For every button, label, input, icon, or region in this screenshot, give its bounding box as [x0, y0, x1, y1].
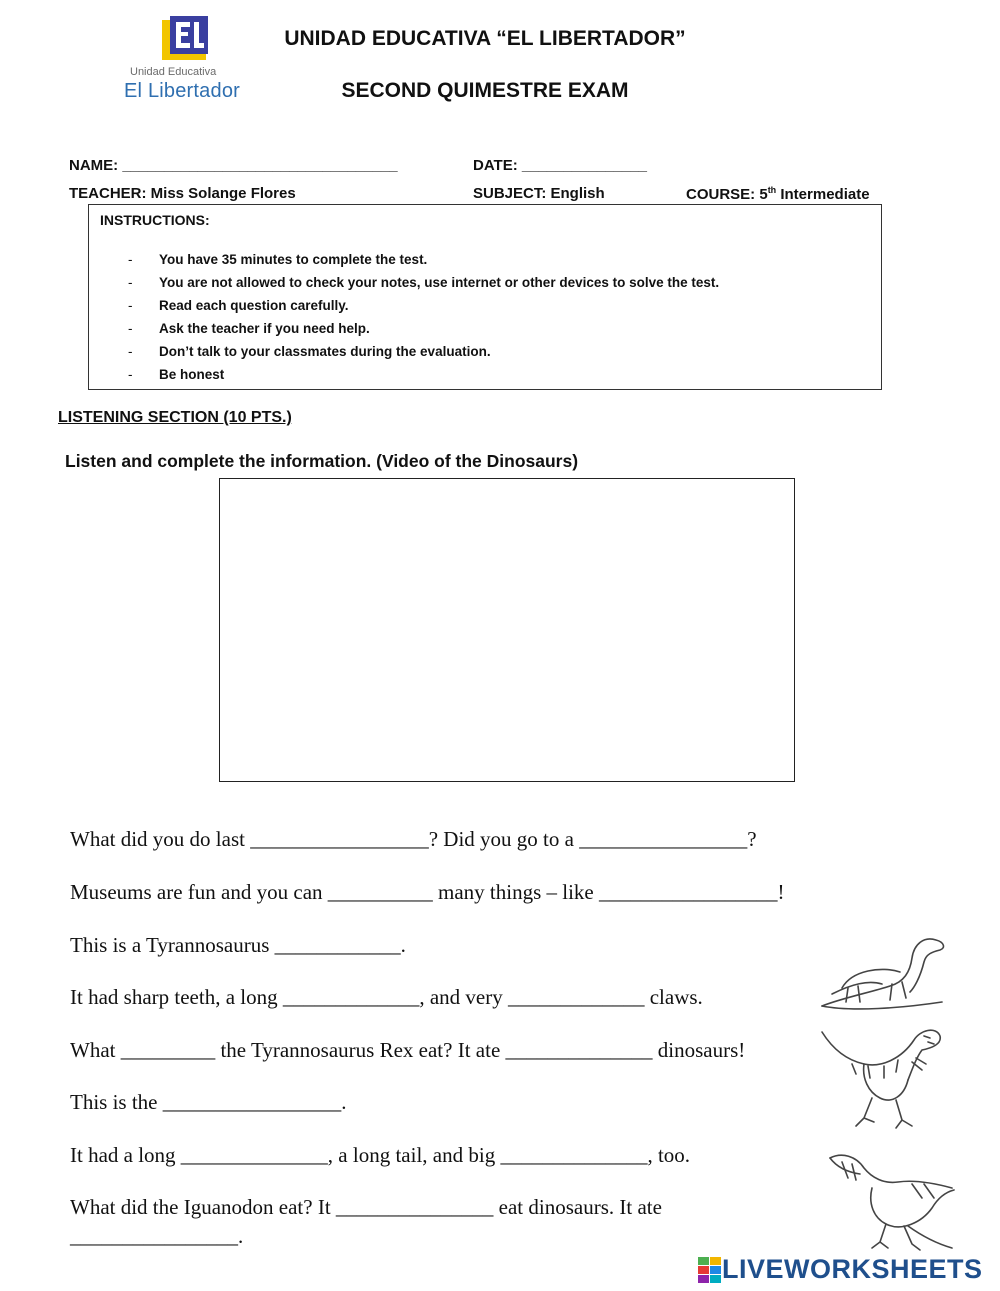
school-name: UNIDAD EDUCATIVA “EL LIBERTADOR” — [284, 27, 686, 50]
course-prefix: COURSE: 5 — [686, 186, 768, 203]
question-line: It had sharp teeth, a long _____________, and very _____________ claws. — [70, 985, 703, 1009]
question-line: ________________. — [70, 1224, 244, 1248]
name-field: NAME: _________________________________ — [69, 157, 398, 174]
instruction-text: Don’t talk to your classmates during the evaluation. — [159, 344, 491, 359]
teacher-field: TEACHER: Miss Solange Flores — [69, 185, 296, 202]
subject-field: SUBJECT: English — [473, 185, 605, 202]
logo-subtitle: Unidad Educativa — [130, 66, 217, 78]
listening-section-title: LISTENING SECTION (10 PTS.) — [58, 409, 292, 426]
sauropod-illustration — [812, 922, 952, 1014]
instruction-item — [128, 252, 719, 275]
question-line: Museums are fun and you can __________ many things – like _________________! — [70, 880, 785, 904]
tyrannosaurus-illustration — [812, 1018, 952, 1134]
liveworksheets-icon — [698, 1257, 722, 1283]
list-dash: - — [128, 275, 133, 290]
question-line: What did the Iguanodon eat? It _______________ eat dinosaurs. It ate — [70, 1195, 662, 1219]
video-player[interactable] — [219, 478, 795, 782]
list-dash: - — [128, 321, 133, 336]
instruction-item — [128, 298, 719, 321]
instruction-item — [128, 367, 719, 390]
question-line: This is the _________________. — [70, 1090, 347, 1114]
instruction-item — [128, 344, 719, 367]
archaeopteryx-illustration — [812, 1148, 962, 1254]
list-dash: - — [128, 344, 133, 359]
question-line: What _________ the Tyrannosaurus Rex eat? It ate ______________ dinosaurs! — [70, 1038, 746, 1062]
question-line: What did you do last _________________? Did you go to a ________________? — [70, 827, 757, 851]
liveworksheets-logo — [698, 1254, 983, 1285]
instruction-item — [128, 321, 719, 344]
question-line: This is a Tyrannosaurus ____________. — [70, 933, 406, 957]
instructions-title: INSTRUCTIONS: — [100, 212, 210, 228]
course-suffix: Intermediate — [776, 186, 870, 203]
course-sup: th — [767, 185, 777, 195]
liveworksheets-brand: LIVEWORKSHEETS — [722, 1254, 983, 1284]
instruction-text: Ask the teacher if you need help. — [159, 321, 370, 336]
task-title: Listen and complete the information. (Video of the Dinosaurs) — [65, 451, 579, 471]
exam-title: SECOND QUIMESTRE EXAM — [341, 79, 629, 102]
logo-name: El Libertador — [124, 80, 240, 102]
list-dash: - — [128, 298, 133, 313]
instruction-text: You have 35 minutes to complete the test. — [159, 252, 428, 267]
instruction-text: Be honest — [159, 367, 225, 382]
course-field — [686, 185, 870, 203]
instruction-text: Read each question carefully. — [159, 298, 349, 313]
instructions-list — [128, 252, 719, 390]
date-field: DATE: _______________ — [473, 157, 648, 174]
instruction-text: You are not allowed to check your notes, use internet or other devices to solve the test. — [159, 275, 720, 290]
list-dash: - — [128, 252, 133, 267]
question-line: It had a long ______________, a long tail, and big ______________, too. — [70, 1143, 691, 1167]
list-dash: - — [128, 367, 133, 382]
instruction-item — [128, 275, 719, 298]
